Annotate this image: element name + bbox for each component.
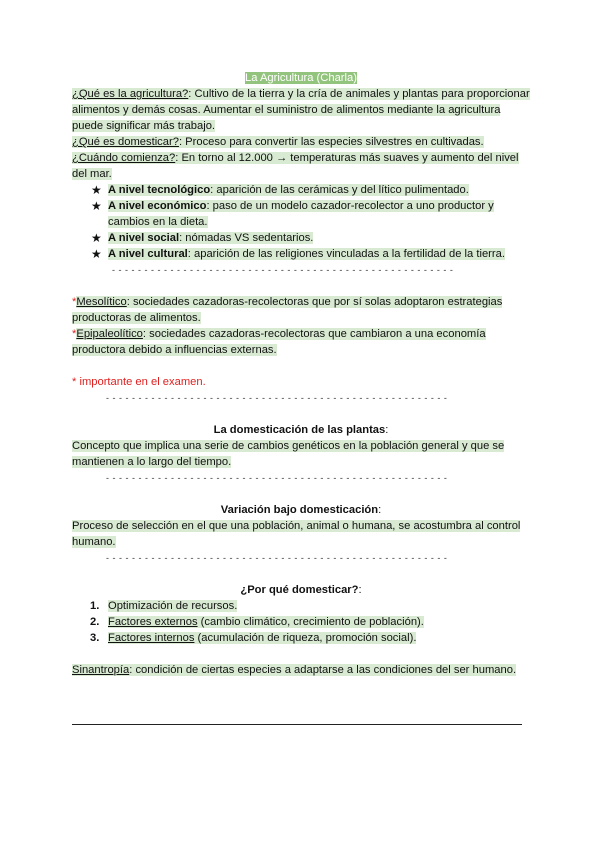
plants-definition	[72, 438, 530, 470]
levels-list	[72, 182, 530, 262]
list-item	[72, 246, 530, 262]
section-heading-plants	[72, 422, 530, 438]
level-text: : aparición de las cerámicas y del lítico pulimentado.	[210, 184, 469, 196]
level-label: A nivel tecnológico	[108, 184, 211, 196]
dashed-separator: - - - - - - - - - - - - - - - - - - - - - - - - - - - - - - - - - - - - - - - - - - - - - - - - - - - - -	[106, 393, 448, 403]
q-cuando-term: ¿Cuándo comienza?	[72, 152, 176, 164]
document-page	[72, 70, 530, 678]
horizontal-rule	[72, 724, 522, 725]
section-heading-why	[72, 582, 530, 598]
level-label: A nivel social	[108, 232, 180, 244]
q-agricultura-text: : Cultivo de la tierra y la cría de animales y plantas para proporcionar alimentos y demás cosas. Aumentar el suministro de alimentos mediante la agricultura puede significar más trabajo.	[72, 88, 530, 132]
item-text: (cambio climático, crecimiento de población).	[197, 616, 424, 628]
q-domesticar	[72, 134, 530, 150]
star-bullet-icon: ★	[91, 199, 102, 213]
heading-text: ¿Por qué domesticar?	[240, 584, 359, 596]
variation-text: Proceso de selección en el que una población, animal o humana, se acostumbra al control humano.	[72, 520, 521, 548]
q-domesticar-text: : Proceso para convertir las especies silvestres en cultivadas.	[178, 136, 484, 148]
list-item	[72, 182, 530, 198]
section-heading-variation	[72, 502, 530, 518]
mesolitico-definition	[72, 294, 530, 326]
list-number: 2.	[90, 616, 100, 628]
star-bullet-icon: ★	[91, 183, 102, 197]
document-title: La Agricultura (Charla)	[245, 72, 357, 84]
list-item	[72, 198, 530, 230]
q-agricultura-term: ¿Qué es la agricultura?	[72, 88, 189, 100]
heading-colon: :	[358, 584, 362, 596]
epipaleolitico-text: : sociedades cazadoras-recolectoras que cambiaron a una economía productora debido a influencias externas.	[72, 328, 486, 356]
heading-colon: :	[378, 504, 382, 516]
level-text: : aparición de las religiones vinculadas a la fertilidad de la tierra.	[187, 248, 505, 260]
level-text: : nómadas VS sedentarios.	[179, 232, 314, 244]
mesolitico-text: : sociedades cazadoras-recolectoras que por sí solas adoptaron estrategias productoras de alimentos.	[72, 296, 503, 324]
asterisk-mark: *	[72, 328, 77, 340]
list-item	[72, 614, 530, 630]
important-note: * importante en el examen.	[72, 376, 206, 388]
epipaleolitico-term: Epipaleolítico	[76, 328, 143, 340]
heading-text: Variación bajo domesticación	[220, 504, 379, 516]
q-domesticar-term: ¿Qué es domesticar?	[72, 136, 179, 148]
epipaleolitico-definition	[72, 326, 530, 358]
dashed-separator: - - - - - - - - - - - - - - - - - - - - - - - - - - - - - - - - - - - - - - - - - - - - - - - - - - - - -	[112, 265, 454, 275]
variation-definition	[72, 518, 530, 550]
sinantropia-definition	[72, 662, 530, 678]
list-item	[72, 598, 530, 614]
heading-text: La domesticación de las plantas	[213, 424, 386, 436]
sinantropia-term: Sinantropía	[72, 664, 130, 676]
star-bullet-icon: ★	[91, 231, 102, 245]
q-cuando	[72, 150, 530, 182]
list-number: 3.	[90, 632, 100, 644]
list-number: 1.	[90, 600, 100, 612]
why-list	[72, 598, 530, 646]
plants-text: Concepto que implica una serie de cambios genéticos en la población general y que se mantienen a lo largo del tiempo.	[72, 440, 505, 468]
dashed-separator: - - - - - - - - - - - - - - - - - - - - - - - - - - - - - - - - - - - - - - - - - - - - - - - - - - - - -	[106, 473, 448, 483]
level-label: A nivel económico	[108, 200, 207, 212]
q-cuando-text: : En torno al 12.000 → temperaturas más suaves y aumento del nivel del mar.	[72, 152, 519, 180]
item-term: Factores internos	[108, 632, 195, 644]
list-item	[72, 230, 530, 246]
item-term: Factores externos	[108, 616, 198, 628]
asterisk-mark: *	[72, 296, 77, 308]
mesolitico-term: Mesolítico	[76, 296, 127, 308]
q-agricultura	[72, 86, 530, 134]
list-item	[72, 630, 530, 646]
level-text: : paso de un modelo cazador-recolector a uno productor y cambios en la dieta.	[108, 200, 494, 228]
sinantropia-text: : condición de ciertas especies a adaptarse a las condiciones del ser humano.	[129, 664, 517, 676]
item-text: (acumulación de riqueza, promoción social).	[194, 632, 417, 644]
star-bullet-icon: ★	[91, 247, 102, 261]
heading-colon: :	[385, 424, 389, 436]
item-term: Optimización de recursos.	[108, 600, 238, 612]
level-label: A nivel cultural	[108, 248, 188, 260]
title-row	[72, 70, 530, 86]
dashed-separator: - - - - - - - - - - - - - - - - - - - - - - - - - - - - - - - - - - - - - - - - - - - - - - - - - - - - -	[106, 553, 448, 563]
